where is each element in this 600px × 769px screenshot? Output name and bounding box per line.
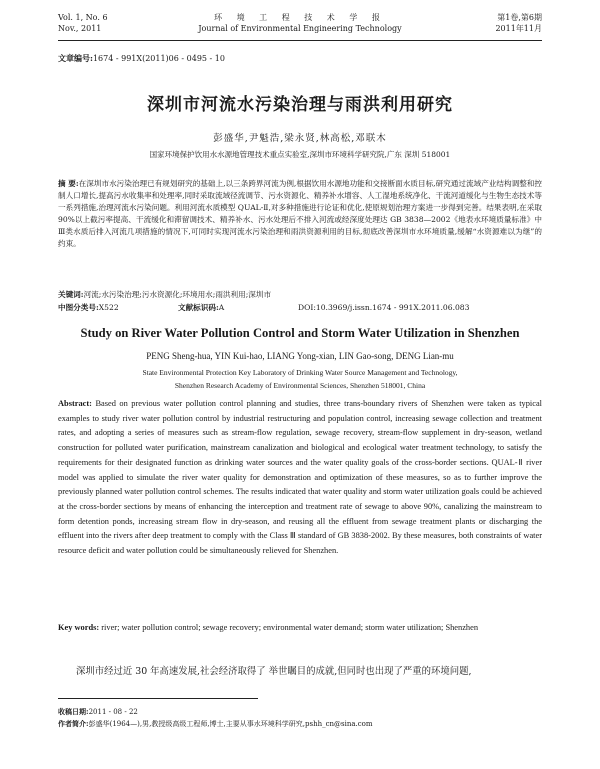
classification-line bbox=[58, 302, 542, 313]
doc-code-value: A bbox=[218, 303, 225, 312]
author-bio-value: 彭盛华(1964—),男,教授级高级工程师,博士,主要从事水环境科学研究,pshh_cn@sina.com bbox=[88, 720, 373, 728]
english-abstract-label: Abstract: bbox=[58, 399, 92, 408]
english-keywords-label: Key words: bbox=[58, 623, 100, 632]
body-paragraph: 深圳市经过近 30 年高速发展,社会经济取得了 举世瞩目的成就,但同时也出现了严重的环境问题, bbox=[76, 666, 472, 677]
footnotes bbox=[58, 706, 542, 730]
english-title: Study on River Water Pollution Control and Storm Water Utilization in Shenzhen bbox=[80, 326, 520, 340]
article-number-label: 文章编号: bbox=[58, 53, 93, 63]
english-affiliation-line2: Shenzhen Research Academy of Environmental Sciences, Shenzhen 518001, China bbox=[174, 380, 426, 390]
english-authors: PENG Sheng-hua, YIN Kui-hao, LIANG Yong-xian, LIN Gao-song, DENG Lian-mu bbox=[146, 351, 454, 361]
header-date-line: Nov., 2011 bbox=[58, 24, 102, 33]
received-label: 收稿日期: bbox=[58, 707, 89, 716]
english-affiliation-line1: State Environmental Protection Key Laboratory of Drinking Water Source Management and Technology, bbox=[142, 368, 458, 377]
english-keywords bbox=[58, 621, 542, 636]
english-abstract bbox=[58, 397, 542, 559]
header-journal-cn: 环 境 工 程 技 术 学 报 bbox=[214, 13, 386, 22]
doc-code-label: 文献标识码: bbox=[178, 303, 219, 312]
clc-label: 中图分类号: bbox=[58, 303, 99, 312]
article-number bbox=[58, 53, 225, 64]
chinese-keywords-label: 关键词: bbox=[58, 290, 84, 299]
english-keywords-text: river; water pollution control; sewage recovery; environmental water demand; storm water utilization; Shenzhen bbox=[101, 623, 479, 632]
chinese-keywords bbox=[58, 289, 542, 300]
chinese-abstract-text: 在深圳市水污染治理已有规划研究的基础上,以三条跨界河流为例,根据饮用水源地功能和交接断面水质目标,研究通过流域产业结构调整和控制人口增长,提高污水收集率和处理率,同时采取流域径流调节、污水资源化、精养补水增容、人工湿地系统净化、干流河道缓化与生物生态技术等一系列措施,治理河流水污染问题。利用河流水质模型 QUAL-Ⅱ,对多种措施进行论证和优化,使原规划治理方案进一步得到完善。结果表明,在采取90%以上截污率提高、干流缓化和滞留调技术、精养补水、污水处理后不排入河流或经深度处理达 GB 3838—2002《地表水环境质量标准》中Ⅲ类水质后排入河流几项措施的情况下,可同时实现河流水污染治理和雨洪资源利用的目标,彻底改善深圳市水环境质量,缓解“水资源难以为继”的约束。 bbox=[58, 179, 543, 249]
article-number-value: 1674 - 991X(2011)06 - 0495 - 10 bbox=[92, 54, 225, 63]
chinese-affiliation: 国家环境保护饮用水水源地管理技术重点实验室,深圳市环境科学研究院,广东 深圳 518001 bbox=[149, 150, 451, 159]
footnote-divider bbox=[58, 698, 258, 699]
doi-value: 10.3969/j.issn.1674 - 991X.2011.06.083 bbox=[315, 303, 470, 312]
header-volume-line: Vol. 1, No. 6 bbox=[58, 13, 108, 22]
header-issue-cn: 第1卷,第6期 bbox=[497, 13, 542, 22]
header-journal-en: Journal of Environmental Engineering Technology bbox=[198, 24, 402, 33]
header-journal bbox=[58, 12, 542, 34]
chinese-abstract-label: 摘 要: bbox=[58, 179, 79, 188]
chinese-abstract bbox=[58, 178, 542, 251]
header-issue-date-cn: 2011年11月 bbox=[495, 24, 542, 33]
english-affiliation bbox=[0, 367, 600, 392]
doi-label: DOI: bbox=[298, 303, 316, 312]
clc-value: X522 bbox=[98, 303, 119, 312]
author-bio-label: 作者简介: bbox=[58, 719, 89, 728]
footnote-received bbox=[58, 706, 542, 718]
english-abstract-text: Based on previous water pollution control planning and studies, three trans-boundary rivers of Shenzhen were taken as typical examples to study river water pollution control by industrial restructuring and population control, increasing sewage collection and treatment rates, and adopting a series of measures such as stream-flow regulation, sewage recovery, stream-flow supplement in dry-season, wetland construction for polluted water purification, mainstream canalization and biological and ecological water treatment technology, to satisfy the requirements for their designated function as drinking water sources and the water quality goals of the cross-border sections. QUAL-Ⅱ river model was applied to simulate the river water quality for demonstration and optimization of these measures, so as to further improve the previously planned water pollution control schemes. The results indicated that water quality and storm water utilization goals could be achieved at the cross-border sections by means of enhancing the interception and treatment rate of sewage to above 90%, canalizing the mainstream to form detention ponds, increasing stream flow in dry-season, and reusing all the effluent from sewage treatment plants or discharging the effluent into the rivers after deep treatment to comply with the Class Ⅲ standard of GB 3838-2002. By these measures, both constraints of water resource deficit and water pollution could be simultaneously relieved for Shenzhen. bbox=[58, 399, 543, 556]
received-value: 2011 - 08 - 22 bbox=[88, 708, 138, 716]
running-header bbox=[58, 10, 542, 41]
footnote-author bbox=[58, 718, 542, 730]
chinese-keywords-text: 河流;水污染治理;污水资源化;环境用水;雨洪利用;深圳市 bbox=[83, 290, 272, 299]
header-issue bbox=[495, 12, 542, 34]
chinese-authors: 彭盛华,尹魁浩,梁永贤,林高松,邓联木 bbox=[213, 133, 387, 144]
chinese-title: 深圳市河流水污染治理与雨洪利用研究 bbox=[147, 95, 453, 115]
